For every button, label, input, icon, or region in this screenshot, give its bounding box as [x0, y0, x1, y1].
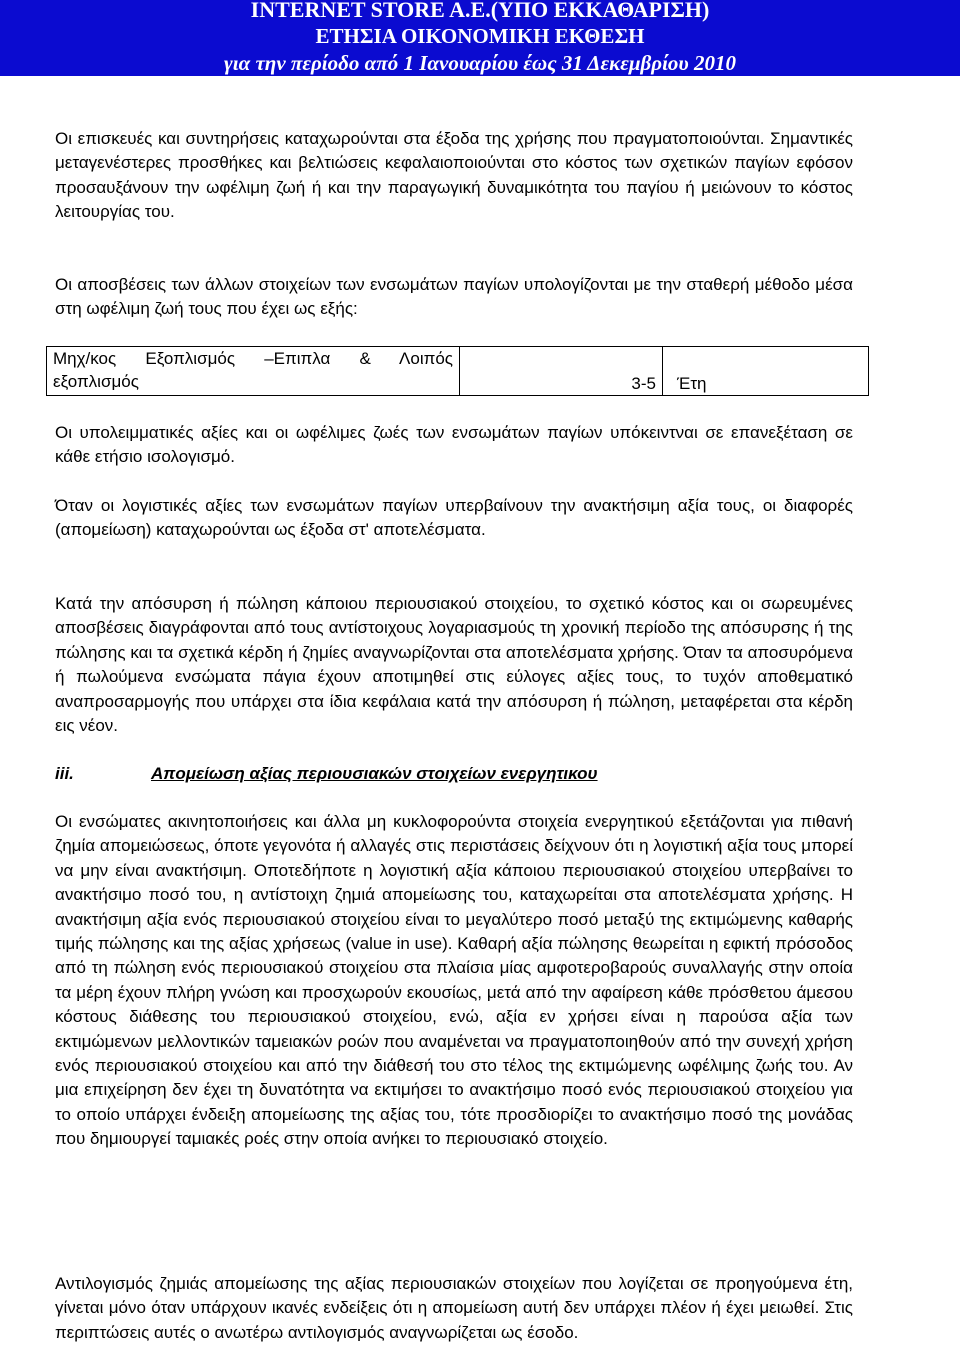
paragraph-text: Όταν οι λογιστικές αξίες των ενσωμάτων παγίων υπερβαίνουν την ανακτήσιμη αξία τους, οι διαφορές (απομείωση) καταχωρούνται ως έξοδα στ' αποτελέσματα. — [55, 496, 853, 540]
paragraph-repairs — [55, 127, 853, 225]
paragraph-text: Αντιλογισμός ζημιάς απομείωσης της αξίας περιουσιακών στοιχείων που λογίζεται σε προηγούμενα έτη, γίνεται μόνο όταν υπάρχουν ικανές ενδείξεις ότι η απομείωση αυτή δεν υπάρχει πλέον ή έχει μειωθεί. Στις περιπτώσεις αυτές ο ανωτέρω αντιλογισμός αναγνωρίζεται ως έσοδο. — [55, 1274, 853, 1342]
company-name: INTERNET STORE A.E.(ΥΠΟ ΕΚΚΑΘΑΡΙΣΗ) — [250, 0, 710, 22]
asset-category-line2: εξοπλισμός — [53, 372, 139, 391]
paragraph-impairment-test — [55, 810, 853, 1152]
paragraph-impairment-expense — [55, 494, 853, 543]
useful-life-unit-cell: Έτη — [663, 347, 869, 396]
paragraph-text: Οι υπολειμματικές αξίες και οι ωφέλιμες ζωές των ενσωμάτων παγίων υπόκειντναι σε επανεξέταση σε κάθε ετήσιο ισολογισμό. — [55, 423, 853, 467]
section-heading — [55, 762, 598, 786]
paragraph-disposal — [55, 592, 853, 738]
paragraph-text: Οι ενσώματες ακινητοποιήσεις και άλλα μη κυκλοφορούντα στοιχεία ενεργητικού εξετάζονται για πιθανή ζημία απομειώσεως, όποτε γεγονότα ή αλλαγές στις περιστάσεις δείχνουν ότι η λογιστική αξία τους μπορεί να μην είναι ανακτήσιμη. Οποτεδήποτε η λογιστική αξία κάποιου περιουσιακού στοιχείου υπερβαίνει το ανακτήσιμο ποσό του, η αντίστοιχη ζημιά απομείωσης του, καταχωρείται στα αποτελέσματα χρήσης. Η ανακτήσιμη αξία ενός περιουσιακού στοιχείου είναι το μεγαλύτερο ποσό μεταξύ της εκτιμώμενης καθαρής τιμής πώλησης και της αξίας χρήσεως (value in use). Καθαρή αξία πώλησης θεωρείται η εφικτή πρόσοδος από τη πώληση ενός περιουσιακού στοιχείου στα πλαίσια μίας αμφοτεροβαρούς συναλλαγής στην οποία τα μέρη έχουν πλήρη γνώση και προσχωρούν εκουσίως, μετά από την αφαίρεση κάθε πρόσθετου άμεσου κόστους διάθεσης του περιουσιακού στοιχείου, ενώ, αξία εν χρήσει είναι η παρούσα αξία των εκτιμώμενων μελλοντικών ταμειακών ροών που αναμένεται να πραγματοποιηθούν από την συνεχή χρήση ενός περιουσιακού στοιχείου και από την διάθεσή του στο τέλος της εκτιμώμενης ωφέλιμης ζωής του. Αν μια επιχείρηση δεν έχει τη δυνατότητα να εκτιμήσει το ανακτήσιμο ποσό ενός περιουσιακού στοιχείου για το οποίο υπάρχει ένδειξη απομείωσης της αξίας του, τότε προσδιορίζει το ανακτήσιμο ποσό της μονάδας που δημιουργεί ταμιακές ροές στην οποία ανήκει το περιουσιακό στοιχείο. — [55, 812, 853, 1149]
paragraph-text: Κατά την απόσυρση ή πώληση κάποιου περιουσιακού στοιχείου, το σχετικό κόστος και οι σωρευμένες αποσβέσεις διαγράφονται από τους αντίστοιχους λογαριασμούς τη χρονική περίοδο της απόσυρσης ή της πώλησης και τα σχετικά κέρδη ή ζημίες αναγνωρίζονται στα αποτελέσματα χρήσης. Όταν τα αποσυρόμενα ή πωλούμενα ενσώματα πάγια έχουν αποτιμηθεί στις εύλογες αξίες τους, το τυχόν αποθεματικό αναπροσαρμογής που υπάρχει στα ίδια κεφάλαια κατά την απόσυρση ή πώληση, μεταφέρεται στα κέρδη εις νέον. — [55, 594, 853, 736]
useful-life-years-cell: 3-5 — [460, 347, 663, 396]
asset-category-line1: Μηχ/κος Εξοπλισμός –Επιπλα & Λοιπός — [53, 349, 453, 368]
section-title: Απομείωση αξίας περιουσιακών στοιχείων ενεργητικου — [151, 764, 598, 783]
paragraph-residual-values — [55, 421, 853, 470]
paragraph-text: Οι επισκευές και συντηρήσεις καταχωρούνται στα έξοδα της χρήσης που πραγματοποιούνται. Σημαντικές μεταγενέστερες προσθήκες και βελτιώσεις κεφαλαιοποιούνται στο κόστος των σχετικών παγίων εφόσον προσαυξάνουν την ωφέλιμη ζωή ή και την παραγωγική δυναμικότητα του παγίου ή μειώνουν το κόστος λειτουργίας του. — [55, 129, 853, 222]
report-header — [0, 0, 960, 76]
useful-life-table — [46, 346, 869, 396]
table-row — [47, 347, 869, 396]
section-number: iii. — [55, 764, 74, 783]
report-title: ΕΤΗΣΙΑ ΟΙΚΟΝΟΜΙΚΗ ΕΚΘΕΣΗ — [315, 24, 645, 48]
report-period: για την περίοδο από 1 Ιανουαρίου έως 31 Δεκεμβρίου 2010 — [224, 51, 736, 75]
asset-category-cell — [47, 347, 460, 396]
paragraph-reversal — [55, 1272, 853, 1345]
paragraph-depreciation — [55, 273, 853, 322]
paragraph-text: Οι αποσβέσεις των άλλων στοιχείων των ενσωμάτων παγίων υπολογίζονται με την σταθερή μέθοδο μέσα στη ωφέλιμη ζωή τους που έχει ως εξής: — [55, 275, 853, 319]
